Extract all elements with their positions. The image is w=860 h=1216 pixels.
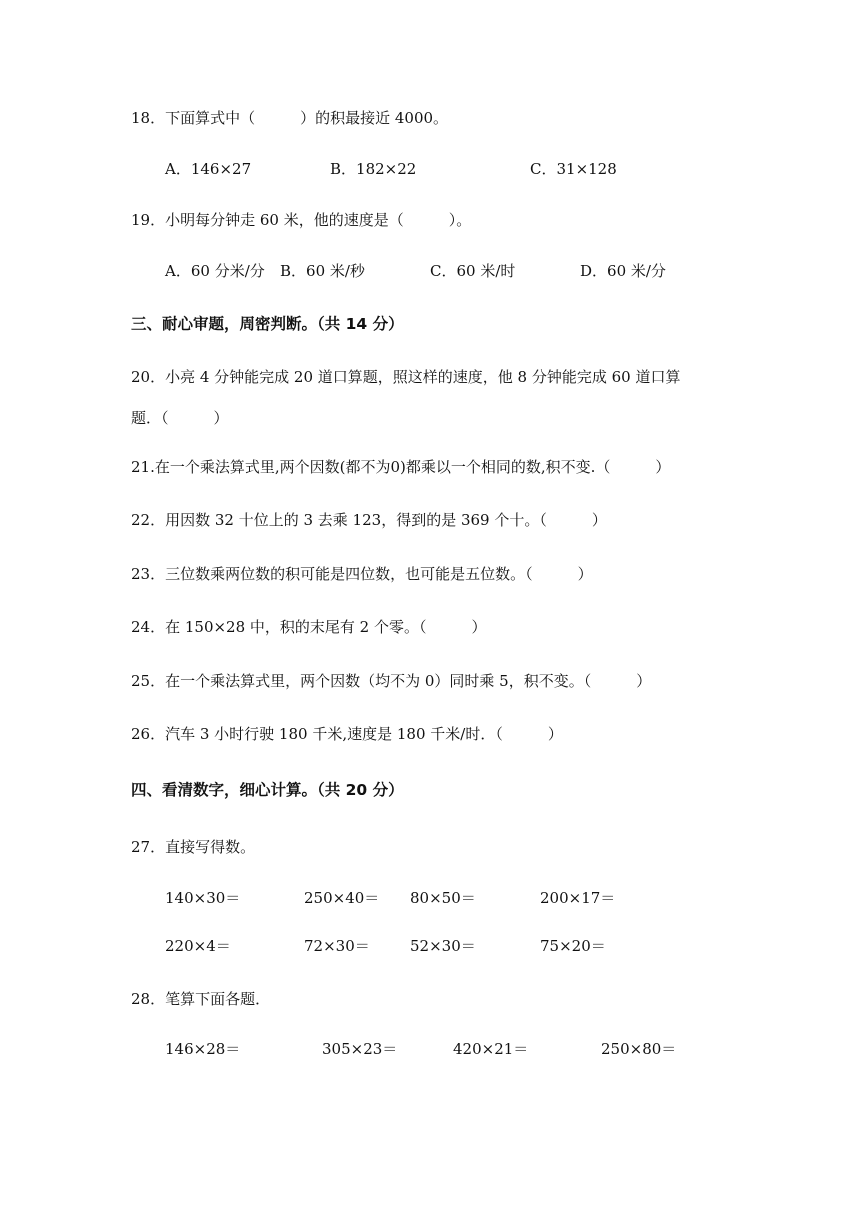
q18-option-a: A．146×27	[165, 160, 252, 178]
q28-item3: 420×21＝	[453, 1040, 529, 1058]
q19-option-a: A．60 分米/分	[165, 262, 265, 280]
q23-text: 23．三位数乘两位数的积可能是四位数，也可能是五位数。（ ）	[131, 565, 593, 583]
q19-option-b: B．60 米/秒	[280, 262, 365, 280]
q27-row1-item3: 80×50＝	[410, 889, 476, 907]
q27-row1-item2: 250×40＝	[304, 889, 380, 907]
q25-text: 25．在一个乘法算式里，两个因数（均不为 0）同时乘 5，积不变。（ ）	[131, 672, 652, 690]
q19-stem: 19．小明每分钟走 60 米，他的速度是（ ）。	[131, 211, 472, 229]
q22-text: 22．用因数 32 十位上的 3 去乘 123，得到的是 369 个十。（ ）	[131, 511, 607, 529]
q28-item2: 305×23＝	[322, 1040, 398, 1058]
q21-text: 21.在一个乘法算式里,两个因数(都不为0)都乘以一个相同的数,积不变.（ ）	[131, 458, 671, 476]
q28-stem: 28．笔算下面各题．	[131, 990, 271, 1008]
q26-text: 26．汽车 3 小时行驶 180 千米,速度是 180 千米/时．（ ）	[131, 725, 563, 743]
q18-option-c: C．31×128	[530, 160, 617, 178]
q27-stem: 27．直接写得数。	[131, 838, 256, 856]
q27-row2-item2: 72×30＝	[304, 937, 370, 955]
section3-heading: 三、耐心审题，周密判断。（共 14 分）	[131, 315, 404, 333]
section4-heading: 四、看清数字，细心计算。（共 20 分）	[131, 781, 404, 799]
q19-option-c: C．60 米/时	[430, 262, 516, 280]
q28-item1: 146×28＝	[165, 1040, 241, 1058]
q24-text: 24．在 150×28 中，积的末尾有 2 个零。（ ）	[131, 618, 487, 636]
q19-option-d: D．60 米/分	[580, 262, 666, 280]
q27-row2-item3: 52×30＝	[410, 937, 476, 955]
q27-row2-item4: 75×20＝	[540, 937, 606, 955]
q20-line1: 20．小亮 4 分钟能完成 20 道口算题，照这样的速度，他 8 分钟能完成 60 道口算	[131, 368, 681, 386]
q27-row1-item1: 140×30＝	[165, 889, 241, 907]
q20-line2: 题．（ ）	[131, 409, 229, 427]
q27-row1-item4: 200×17＝	[540, 889, 616, 907]
q27-row2-item1: 220×4＝	[165, 937, 231, 955]
q18-option-b: B．182×22	[330, 160, 417, 178]
q28-item4: 250×80＝	[601, 1040, 677, 1058]
q18-stem: 18．下面算式中（ ）的积最接近 4000。	[131, 109, 449, 127]
